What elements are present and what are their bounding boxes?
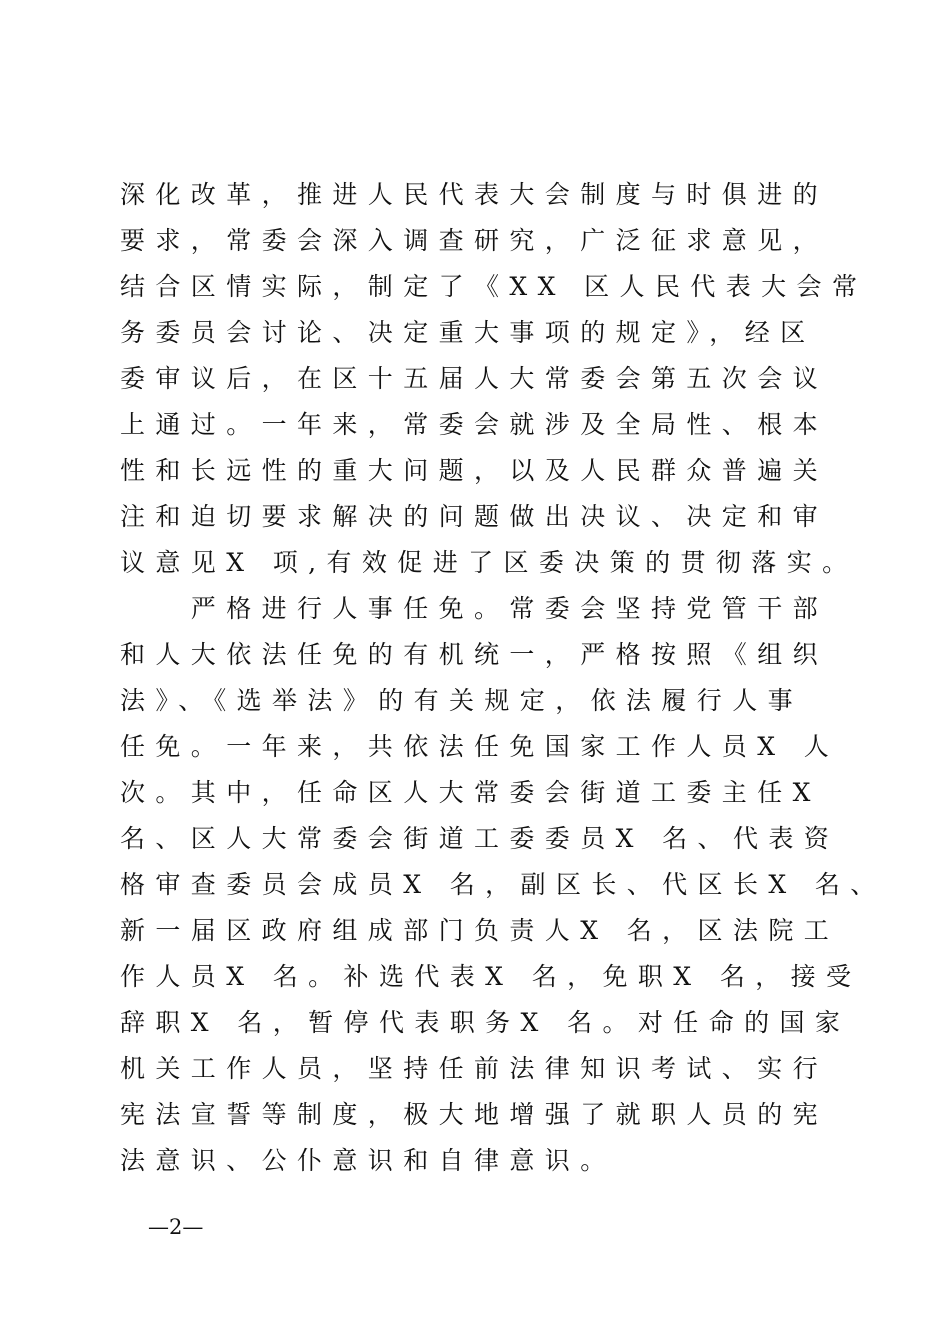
text-line: 任免。一年来，共依法任免国家工作人员X 人 xyxy=(120,732,840,761)
text-line: 法》、《选举法》的有关规定，依法履行人事 xyxy=(120,686,804,715)
text-line: 名、区人大常委会街道工委委员X 名、代表资 xyxy=(120,824,840,853)
text-line: 次。其中，任命区人大常委会街道工委主任X xyxy=(120,778,821,807)
text-line: 要求，常委会深入调查研究，广泛征求意见， xyxy=(120,226,829,255)
text-line: 和人大依法任免的有机统一，严格按照《组织 xyxy=(120,640,829,669)
text-line: 结合区情实际，制定了《XX 区人民代表大会常 xyxy=(120,272,868,301)
text-line: 机关工作人员，坚持任前法律知识考试、实行 xyxy=(120,1054,829,1083)
text-line: 严格进行人事任免。常委会坚持党管干部 xyxy=(120,594,829,623)
text-line: 法意识、公仆意识和自律意识。 xyxy=(120,1146,616,1175)
page-number: —2— xyxy=(148,1215,204,1239)
text-line: 务委员会讨论、决定重大事项的规定》，经区 xyxy=(120,318,816,347)
text-line: 注和迫切要求解决的问题做出决议、决定和审 xyxy=(120,502,829,531)
text-line: 新一届区政府组成部门负责人X 名，区法院工 xyxy=(120,916,840,945)
text-line: 委审议后，在区十五届人大常委会第五次会议 xyxy=(120,364,829,393)
text-line: 深化改革，推进人民代表大会制度与时俱进的 xyxy=(120,180,829,209)
text-line: 格审查委员会成员X 名，副区长、代区长X 名、 xyxy=(120,870,886,899)
text-line: 上通过。一年来，常委会就涉及全局性、根本 xyxy=(120,410,829,439)
text-line: 宪法宣誓等制度，极大地增强了就职人员的宪 xyxy=(120,1100,829,1129)
text-line: 辞职X 名，暂停代表职务X 名。对任命的国家 xyxy=(120,1008,851,1037)
text-line: 作人员X 名。补选代表X 名，免职X 名，接受 xyxy=(120,962,862,991)
body-text xyxy=(120,172,886,1184)
text-line: 议意见X 项,有效促进了区委决策的贯彻落实。 xyxy=(120,548,858,577)
text-line: 性和长远性的重大问题，以及人民群众普遍关 xyxy=(120,456,829,485)
